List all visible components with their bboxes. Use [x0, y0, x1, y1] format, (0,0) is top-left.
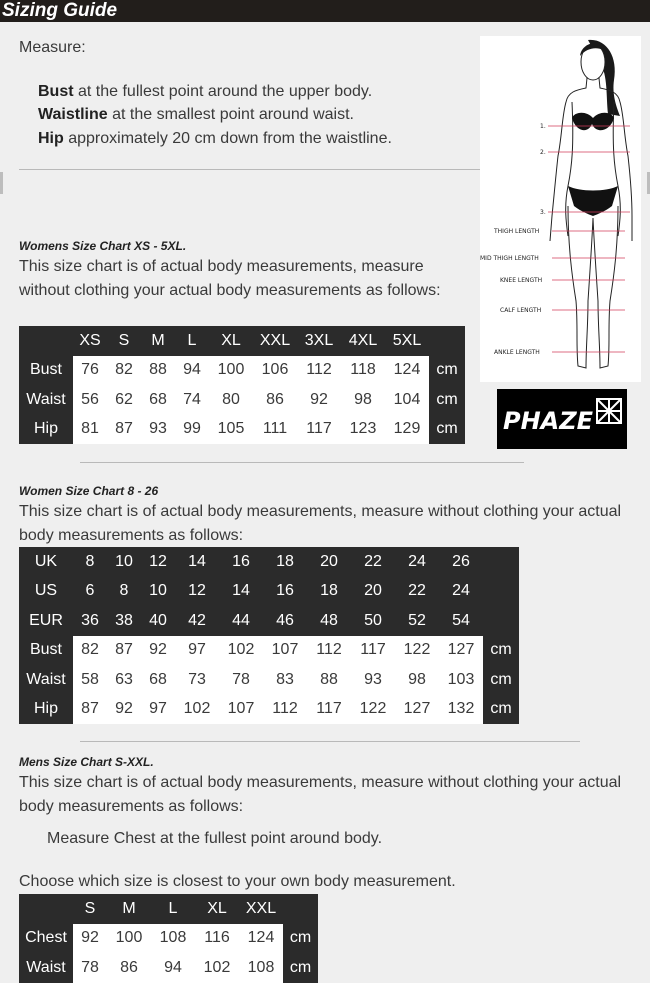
cell: 24 [395, 547, 439, 577]
cell: 129 [385, 415, 429, 445]
size-header: 5XL [385, 326, 429, 356]
size-header: S [107, 326, 141, 356]
cell: 117 [297, 415, 341, 445]
figure-label-2: 2. [540, 149, 546, 156]
bust-desc: at the fullest point around the upper body. [73, 83, 373, 100]
unit-cell: cm [483, 695, 519, 725]
unit-cell: cm [429, 356, 465, 386]
unit-cell: cm [429, 385, 465, 415]
body-figure-icon [480, 36, 641, 382]
unit-cell: cm [283, 953, 318, 983]
cell: 104 [385, 385, 429, 415]
figure-label-thigh: THIGH LENGTH [494, 228, 540, 235]
cell: 74 [175, 385, 209, 415]
divider [19, 169, 480, 170]
womens-xs-chart-title: Womens Size Chart XS - 5XL. [19, 239, 187, 253]
cell: 116 [195, 924, 239, 954]
cell: 50 [351, 606, 395, 636]
size-header: XL [195, 894, 239, 924]
measure-label: Measure: [19, 39, 86, 56]
cell: 124 [239, 924, 283, 954]
cell: 36 [73, 606, 107, 636]
cell: 107 [219, 695, 263, 725]
divider [80, 741, 580, 742]
cell: 68 [141, 665, 175, 695]
table-row [19, 924, 318, 954]
cell: 97 [141, 695, 175, 725]
cell: 132 [439, 695, 483, 725]
cell: 98 [341, 385, 385, 415]
table-row [19, 415, 465, 445]
cell: 103 [439, 665, 483, 695]
figure-label-mid-thigh: MID THIGH LENGTH [480, 255, 539, 262]
cell: 38 [107, 606, 141, 636]
cell: 92 [107, 695, 141, 725]
row-label: US [19, 577, 73, 607]
figure-label-ankle: ANKLE LENGTH [494, 349, 540, 356]
table-row [19, 326, 465, 356]
cell: 46 [263, 606, 307, 636]
cell: 18 [307, 577, 351, 607]
divider [80, 462, 524, 463]
cell: 98 [395, 665, 439, 695]
row-label: Waist [19, 665, 73, 695]
cell: 18 [263, 547, 307, 577]
unit-cell [483, 577, 519, 607]
cell: 82 [73, 636, 107, 666]
cell: 108 [239, 953, 283, 983]
size-header: L [151, 894, 195, 924]
unit-cell: cm [483, 636, 519, 666]
cell: 68 [141, 385, 175, 415]
mens-measure-chest: Measure Chest at the fullest point around body. [47, 830, 383, 847]
unit-cell [483, 547, 519, 577]
cell: 78 [219, 665, 263, 695]
cell: 107 [263, 636, 307, 666]
row-label: Hip [19, 415, 73, 445]
table-row [19, 894, 318, 924]
cell: 100 [209, 356, 253, 386]
cell: 52 [395, 606, 439, 636]
cell: 106 [253, 356, 297, 386]
cell: 78 [73, 953, 107, 983]
row-label: Bust [19, 636, 73, 666]
cell: 20 [307, 547, 351, 577]
cell: 87 [107, 415, 141, 445]
cell: 83 [263, 665, 307, 695]
cell: 105 [209, 415, 253, 445]
cell: 97 [175, 636, 219, 666]
cell: 12 [175, 577, 219, 607]
size-header: 3XL [297, 326, 341, 356]
cell: 62 [107, 385, 141, 415]
cell: 80 [209, 385, 253, 415]
cell: 117 [351, 636, 395, 666]
unit-cell: cm [283, 924, 318, 954]
womens-xs-size-table [19, 326, 465, 444]
cell: 94 [151, 953, 195, 983]
cell: 58 [73, 665, 107, 695]
cell: 16 [263, 577, 307, 607]
cell: 54 [439, 606, 483, 636]
cell: 102 [195, 953, 239, 983]
size-header: XL [209, 326, 253, 356]
cell: 86 [107, 953, 151, 983]
size-header: M [107, 894, 151, 924]
bust-term: Bust [38, 83, 74, 100]
bust-instruction [38, 83, 372, 101]
figure-label-1: 1. [540, 123, 546, 130]
cell: 26 [439, 547, 483, 577]
unit-header [283, 894, 318, 924]
figure-label-3: 3. [540, 209, 546, 216]
row-label: Waist [19, 953, 73, 983]
table-row [19, 953, 318, 983]
logo-text: PHAZE [503, 407, 594, 435]
unit-cell: cm [483, 665, 519, 695]
women-8-26-size-table [19, 547, 519, 724]
cell: 56 [73, 385, 107, 415]
size-header: XS [73, 326, 107, 356]
cell: 16 [219, 547, 263, 577]
unit-cell [483, 606, 519, 636]
cell: 122 [351, 695, 395, 725]
table-row [19, 636, 519, 666]
cell: 6 [73, 577, 107, 607]
row-label: Hip [19, 695, 73, 725]
table-row [19, 385, 465, 415]
cell: 81 [73, 415, 107, 445]
cell: 8 [107, 577, 141, 607]
cell: 108 [151, 924, 195, 954]
size-header: XXL [253, 326, 297, 356]
cell: 82 [107, 356, 141, 386]
women-8-26-chart-title: Women Size Chart 8 - 26 [19, 484, 159, 498]
cell: 22 [351, 547, 395, 577]
cell: 112 [297, 356, 341, 386]
cell: 112 [307, 636, 351, 666]
table-row [19, 356, 465, 386]
figure-label-calf: CALF LENGTH [500, 307, 542, 314]
table-row [19, 695, 519, 725]
cell: 22 [395, 577, 439, 607]
women-8-26-description: This size chart is of actual body measurements, measure without clothing your actual body measurements as follows: [19, 503, 622, 544]
cell: 94 [175, 356, 209, 386]
cell: 102 [219, 636, 263, 666]
cell: 93 [141, 415, 175, 445]
table-row [19, 606, 519, 636]
cell: 112 [263, 695, 307, 725]
cell: 44 [219, 606, 263, 636]
unit-cell: cm [429, 415, 465, 445]
cell: 10 [141, 577, 175, 607]
cell: 14 [175, 547, 219, 577]
cell: 40 [141, 606, 175, 636]
cell: 42 [175, 606, 219, 636]
left-scroll-marker [0, 172, 3, 194]
mens-description: This size chart is of actual body measurements, measure without clothing your actual body measurements as follows: [19, 774, 622, 815]
cell: 111 [253, 415, 297, 445]
size-header: M [141, 326, 175, 356]
cell: 122 [395, 636, 439, 666]
cell: 10 [107, 547, 141, 577]
cell: 14 [219, 577, 263, 607]
brand-logo [497, 389, 627, 449]
cell: 48 [307, 606, 351, 636]
cell: 127 [395, 695, 439, 725]
table-row [19, 665, 519, 695]
womens-xs-description: This size chart is of actual body measurements, measure without clothing your actual body measurements as follows: [19, 258, 441, 299]
waist-instruction [38, 106, 354, 124]
page-title: Sizing Guide [2, 0, 118, 21]
cell: 123 [341, 415, 385, 445]
cell: 93 [351, 665, 395, 695]
cell: 99 [175, 415, 209, 445]
size-header: 4XL [341, 326, 385, 356]
cell: 127 [439, 636, 483, 666]
cell: 87 [107, 636, 141, 666]
cell: 88 [141, 356, 175, 386]
row-label: Waist [19, 385, 73, 415]
table-row [19, 577, 519, 607]
page-header [0, 0, 650, 22]
unit-header [429, 326, 465, 356]
cell: 92 [73, 924, 107, 954]
waist-term: Waistline [38, 106, 108, 123]
body-measurement-figure [480, 36, 641, 382]
hip-desc: approximately 20 cm down from the waistline. [63, 130, 392, 147]
cell: 12 [141, 547, 175, 577]
cell: 88 [307, 665, 351, 695]
cell: 124 [385, 356, 429, 386]
row-label: Bust [19, 356, 73, 386]
cell: 100 [107, 924, 151, 954]
table-corner [19, 326, 73, 356]
cell: 76 [73, 356, 107, 386]
mens-size-table [19, 894, 318, 983]
mens-chart-title: Mens Size Chart S-XXL. [19, 755, 154, 769]
size-header: S [73, 894, 107, 924]
cell: 73 [175, 665, 219, 695]
cell: 63 [107, 665, 141, 695]
cell: 8 [73, 547, 107, 577]
table-corner [19, 894, 73, 924]
cell: 92 [141, 636, 175, 666]
size-header: L [175, 326, 209, 356]
table-row [19, 547, 519, 577]
hip-instruction [38, 130, 392, 148]
row-label: Chest [19, 924, 73, 954]
cell: 87 [73, 695, 107, 725]
cell: 117 [307, 695, 351, 725]
cell: 24 [439, 577, 483, 607]
row-label: EUR [19, 606, 73, 636]
row-label: UK [19, 547, 73, 577]
cell: 86 [253, 385, 297, 415]
cell: 102 [175, 695, 219, 725]
cell: 20 [351, 577, 395, 607]
cell: 92 [297, 385, 341, 415]
mens-choose-text: Choose which size is closest to your own body measurement. [19, 873, 456, 890]
waist-desc: at the smallest point around waist. [107, 106, 354, 123]
cell: 118 [341, 356, 385, 386]
figure-label-knee: KNEE LENGTH [500, 277, 543, 284]
size-header: XXL [239, 894, 283, 924]
hip-term: Hip [38, 130, 64, 147]
